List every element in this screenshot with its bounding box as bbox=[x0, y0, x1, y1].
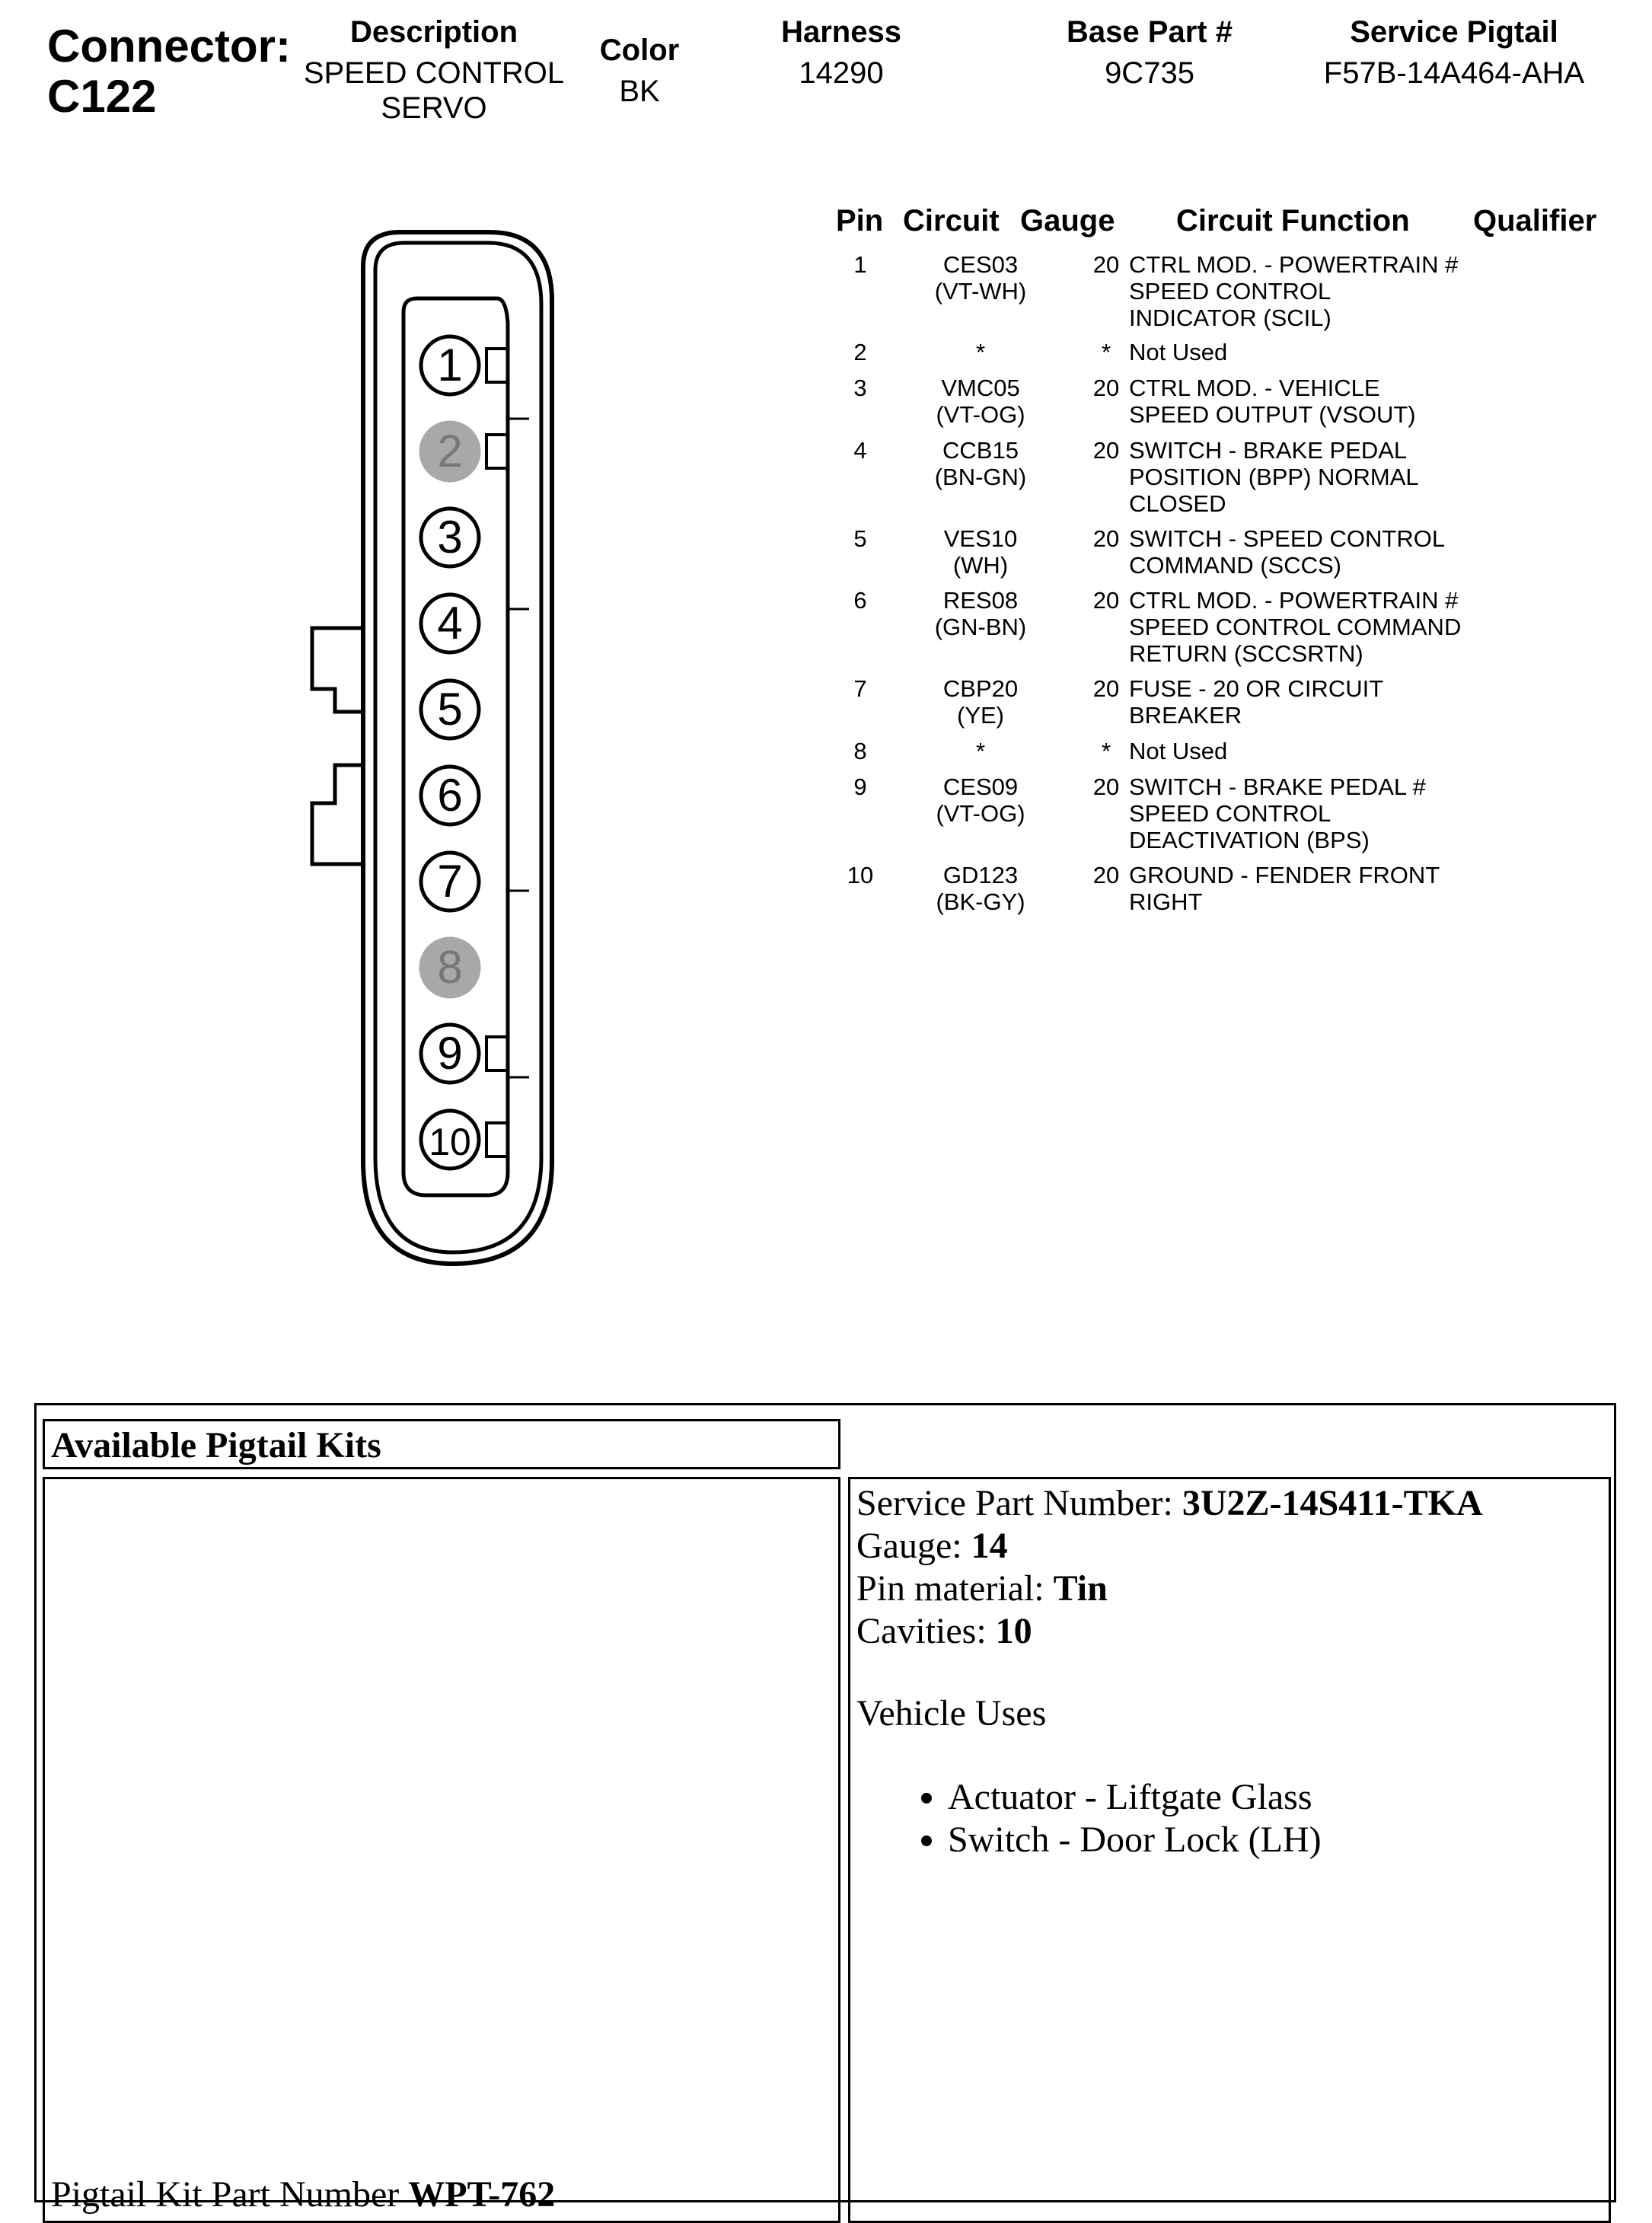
pin-number-cell-line: 10 bbox=[847, 862, 874, 888]
latch-tab-upper bbox=[312, 628, 363, 712]
pin-material-line bbox=[856, 1568, 1603, 1610]
description-label: Description bbox=[349, 15, 518, 49]
pin-number-cell-line: 8 bbox=[853, 738, 867, 764]
circuit-cell-line: (BK-GY) bbox=[936, 888, 1025, 915]
service-pigtail-column bbox=[1294, 15, 1614, 91]
circuit-cell-line: (GN-BN) bbox=[934, 614, 1027, 640]
function-cell-line: DEACTIVATION (BPS) bbox=[1129, 827, 1370, 853]
function-cell bbox=[1129, 375, 1525, 428]
circuit-cell bbox=[904, 251, 1057, 305]
circuit-cell-line: (VT-WH) bbox=[934, 278, 1027, 305]
pin-header: Pin bbox=[836, 204, 884, 238]
vehicle-use-item: • Actuator - Liftgate Glass bbox=[948, 1776, 1603, 1819]
circuit-cell-line: GD123 bbox=[942, 862, 1019, 888]
gauge-cell-line: 20 bbox=[1092, 587, 1120, 614]
pin-number-cell bbox=[830, 862, 891, 888]
pin-cavity-label: 2 bbox=[437, 426, 463, 477]
kit-gauge-label: Gauge: bbox=[856, 1526, 971, 1566]
kit-part-label: Pigtail Kit Part Number bbox=[51, 2174, 409, 2215]
service-part-value: 3U2Z-14S411-TKA bbox=[1182, 1483, 1483, 1523]
circuit-cell bbox=[904, 525, 1057, 579]
pin-number-cell-line: 4 bbox=[853, 437, 867, 464]
function-cell-line: CTRL MOD. - POWERTRAIN # bbox=[1129, 587, 1459, 614]
pin-number-cell bbox=[830, 738, 891, 764]
function-cell-line: Not Used bbox=[1129, 339, 1228, 365]
gauge-cell-line: * bbox=[1101, 339, 1111, 365]
circuit-cell bbox=[904, 375, 1057, 428]
function-cell-line: SPEED CONTROL bbox=[1129, 278, 1331, 305]
description-line-2: SERVO bbox=[381, 91, 487, 125]
function-cell-line: SPEED CONTROL bbox=[1129, 800, 1331, 827]
circuit-cell-line: RES08 bbox=[942, 587, 1019, 614]
circuit-cell-line: CCB15 bbox=[942, 437, 1019, 464]
circuit-cell-line: * bbox=[975, 339, 986, 365]
pin-material-label: Pin material: bbox=[856, 1568, 1054, 1609]
function-cell-line: SWITCH - BRAKE PEDAL # bbox=[1129, 773, 1426, 800]
circuit-cell bbox=[904, 587, 1057, 640]
circuit-cell-line: (YE) bbox=[957, 702, 1004, 729]
kit-gauge-value: 14 bbox=[971, 1526, 1008, 1566]
harness-value: 14290 bbox=[799, 56, 884, 90]
description-column bbox=[289, 15, 579, 126]
pigtail-kit-details bbox=[848, 1477, 1611, 2223]
circuit-cell-line: VES10 bbox=[943, 525, 1018, 552]
circuit-cell-line: CES09 bbox=[942, 773, 1019, 800]
gauge-cell-line: 20 bbox=[1092, 437, 1120, 464]
function-cell bbox=[1129, 525, 1525, 579]
gauge-cell-line: 20 bbox=[1092, 251, 1120, 278]
gauge-header: Gauge bbox=[1020, 204, 1115, 238]
gauge-cell-line: 20 bbox=[1092, 675, 1120, 702]
pin-terminal-box bbox=[486, 1037, 508, 1070]
pin-number-cell bbox=[830, 675, 891, 702]
gauge-cell-line: 20 bbox=[1092, 375, 1120, 401]
service-pigtail-label: Service Pigtail bbox=[1350, 15, 1558, 49]
pin-cavity-label: 10 bbox=[429, 1121, 471, 1163]
gauge-cell-line: * bbox=[1101, 738, 1111, 764]
circuit-cell-line: * bbox=[975, 738, 986, 764]
vehicle-uses-label: Vehicle Uses bbox=[856, 1693, 1047, 1733]
function-cell-line: Not Used bbox=[1129, 738, 1228, 764]
function-cell-line: COMMAND (SCCS) bbox=[1129, 552, 1341, 579]
vehicle-uses-list bbox=[902, 1776, 1603, 1861]
color-value: BK bbox=[619, 75, 660, 108]
pigtail-kits-title: Available Pigtail Kits bbox=[43, 1419, 840, 1469]
gauge-cell-line: 20 bbox=[1092, 862, 1120, 888]
function-cell-line: SPEED CONTROL COMMAND bbox=[1129, 614, 1462, 640]
circuit-cell bbox=[904, 437, 1057, 490]
service-part-label: Service Part Number: bbox=[856, 1483, 1182, 1523]
circuit-cell-line: CES03 bbox=[942, 251, 1019, 278]
pin-cavity-label: 6 bbox=[437, 770, 463, 821]
base-part-label: Base Part # bbox=[1067, 15, 1233, 49]
function-cell-line: FUSE - 20 OR CIRCUIT bbox=[1129, 675, 1384, 702]
pin-cavity-label: 7 bbox=[437, 856, 463, 907]
pin-number-cell-line: 9 bbox=[853, 773, 867, 800]
kit-part-value: WPT-762 bbox=[408, 2174, 556, 2215]
circuit-cell bbox=[904, 773, 1057, 827]
circuit-cell bbox=[904, 862, 1057, 915]
pin-number-cell bbox=[830, 375, 891, 401]
function-cell bbox=[1129, 773, 1525, 853]
pin-number-cell bbox=[830, 773, 891, 800]
circuit-cell bbox=[904, 675, 1057, 729]
gauge-cell-line: 20 bbox=[1092, 525, 1120, 552]
function-cell-line: CTRL MOD. - VEHICLE bbox=[1129, 375, 1380, 401]
description-line-1: SPEED CONTROL bbox=[303, 56, 565, 90]
function-cell bbox=[1129, 675, 1525, 729]
color-label: Color bbox=[599, 33, 680, 67]
gauge-cell-line: 20 bbox=[1092, 773, 1120, 800]
function-cell-line: GROUND - FENDER FRONT bbox=[1129, 862, 1440, 888]
cavities-label: Cavities: bbox=[856, 1611, 996, 1651]
pin-number-cell bbox=[830, 437, 891, 464]
pin-number-cell-line: 6 bbox=[853, 587, 867, 614]
cavities-value: 10 bbox=[995, 1611, 1032, 1651]
circuit-cell-line: (VT-OG) bbox=[936, 401, 1025, 428]
cavities-line bbox=[856, 1610, 1603, 1653]
pin-number-cell-line: 5 bbox=[853, 525, 867, 552]
circuit-cell-line: (VT-OG) bbox=[936, 800, 1025, 827]
vehicle-use-item: • Switch - Door Lock (LH) bbox=[948, 1819, 1603, 1861]
connector-id: C122 bbox=[47, 71, 157, 122]
function-cell-line: SPEED OUTPUT (VSOUT) bbox=[1129, 401, 1416, 428]
circuit-cell-line: (WH) bbox=[952, 552, 1009, 579]
circuit-cell-line: (BN-GN) bbox=[934, 464, 1027, 490]
pin-terminal-box bbox=[486, 349, 508, 382]
pin-number-cell-line: 1 bbox=[853, 251, 867, 278]
pigtail-kit-part-number bbox=[51, 2174, 555, 2215]
harness-column bbox=[746, 15, 936, 91]
pin-terminal-box bbox=[486, 435, 508, 468]
function-cell bbox=[1129, 738, 1525, 764]
circuit-header: Circuit bbox=[903, 204, 1000, 238]
pin-cavity-label: 9 bbox=[437, 1028, 463, 1079]
pin-cavity-label: 5 bbox=[437, 684, 463, 735]
pin-number-cell-line: 7 bbox=[853, 675, 867, 702]
service-part-line bbox=[856, 1482, 1603, 1525]
connector-label: Connector: bbox=[47, 21, 291, 72]
function-cell bbox=[1129, 251, 1525, 331]
color-column bbox=[579, 33, 700, 109]
pin-number-cell-line: 3 bbox=[853, 375, 867, 401]
gauge-line bbox=[856, 1525, 1603, 1568]
function-cell-line: POSITION (BPP) NORMAL bbox=[1129, 464, 1419, 490]
pin-number-cell-line: 2 bbox=[853, 339, 867, 365]
function-cell-line: RETURN (SCCSRTN) bbox=[1129, 640, 1363, 667]
function-cell-line: RIGHT bbox=[1129, 888, 1203, 915]
function-cell-line: CTRL MOD. - POWERTRAIN # bbox=[1129, 251, 1459, 278]
circuit-cell-line: VMC05 bbox=[941, 375, 1020, 401]
pigtail-kits-panel bbox=[34, 1403, 1616, 2215]
pin-cavity-label: 8 bbox=[437, 942, 463, 993]
pin-number-cell bbox=[830, 251, 891, 278]
pin-cavity-label: 3 bbox=[437, 512, 463, 563]
pin-number-cell bbox=[830, 587, 891, 614]
pin-terminal-box bbox=[486, 1123, 508, 1156]
circuit-cell bbox=[904, 738, 1057, 764]
connector-title bbox=[47, 21, 291, 122]
function-cell bbox=[1129, 587, 1525, 667]
pin-material-value: Tin bbox=[1053, 1568, 1108, 1609]
harness-label: Harness bbox=[781, 15, 901, 49]
function-cell-line: INDICATOR (SCIL) bbox=[1129, 305, 1331, 331]
pin-cavity-label: 1 bbox=[437, 340, 463, 391]
circuit-cell bbox=[904, 339, 1057, 365]
base-part-column bbox=[1043, 15, 1256, 91]
circuit-cell-line: CBP20 bbox=[942, 675, 1019, 702]
pin-number-cell bbox=[830, 525, 891, 552]
function-cell-line: SWITCH - BRAKE PEDAL bbox=[1129, 437, 1408, 464]
function-cell-line: BREAKER bbox=[1129, 702, 1242, 729]
function-cell bbox=[1129, 339, 1525, 365]
function-cell-line: SWITCH - SPEED CONTROL bbox=[1129, 525, 1446, 552]
qualifier-header: Qualifier bbox=[1473, 204, 1597, 238]
pin-cavity-label: 4 bbox=[437, 598, 463, 649]
function-cell bbox=[1129, 437, 1525, 517]
pigtail-kit-image-area bbox=[43, 1477, 840, 2223]
base-part-value: 9C735 bbox=[1105, 56, 1194, 90]
service-pigtail-value: F57B-14A464-AHA bbox=[1323, 56, 1585, 90]
function-cell-line: CLOSED bbox=[1129, 490, 1226, 517]
connector-diagram bbox=[301, 225, 560, 1275]
latch-tab-lower bbox=[312, 765, 363, 864]
function-cell bbox=[1129, 862, 1525, 915]
function-header: Circuit Function bbox=[1176, 204, 1410, 238]
pin-number-cell bbox=[830, 339, 891, 365]
